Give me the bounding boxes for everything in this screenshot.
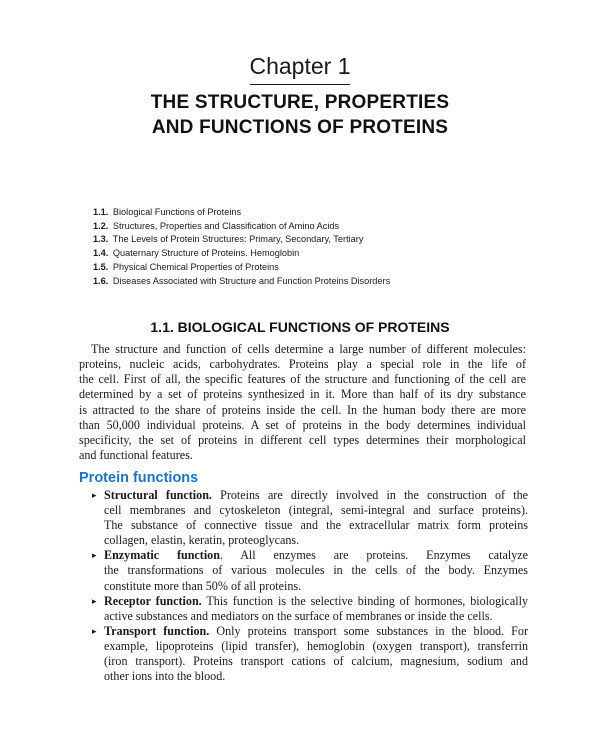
toc-text: Biological Functions of Proteins	[112, 207, 242, 217]
toc-item	[93, 206, 533, 220]
list-item-line	[104, 488, 528, 503]
list-item	[92, 548, 528, 593]
chapter-title-line-1: THE STRUCTURE, PROPERTIES	[150, 92, 450, 113]
section-heading: 1.1. BIOLOGICAL FUNCTIONS OF PROTEINS	[150, 319, 450, 335]
list-item-line	[104, 594, 528, 609]
list-item-line: other ions into the blood.	[104, 669, 226, 684]
protein-functions-heading: Protein functions	[79, 470, 199, 486]
toc-item	[93, 275, 533, 289]
triangle-bullet-icon: ▸	[92, 550, 97, 561]
toc-number: 1.6.	[93, 275, 109, 286]
paragraph-line: is attracted to the share of proteins inside the cell. In the human body there are more	[79, 402, 526, 417]
list-item-line: constitute more than 50% of all proteins.	[104, 578, 302, 593]
list-item	[92, 594, 528, 624]
list-item-line	[104, 548, 528, 563]
function-term: Receptor function.	[104, 593, 202, 608]
paragraph-line: The structure and function of cells determine a large number of different molecules:	[91, 342, 526, 356]
chapter-label: Chapter 1	[249, 53, 351, 79]
list-item-line: The substance of connective tissue and the extracellular matrix form proteins	[104, 518, 528, 533]
toc-text: Structures, Properties and Classification of Amino Acids	[112, 220, 340, 231]
toc-number: 1.5.	[93, 261, 109, 272]
triangle-bullet-icon: ▸	[92, 490, 97, 500]
toc-item	[93, 220, 533, 234]
triangle-bullet-icon: ▸	[92, 595, 97, 606]
paragraph-line: specificity, the set of proteins in different cell types determines their morphological	[79, 432, 526, 447]
protein-functions-list	[92, 488, 528, 684]
paragraph-line: determined by a set of proteins synthesized in it. More than half of its dry substance	[79, 387, 526, 402]
function-text: . All enzymes are proteins. Enzymes catalyze	[219, 548, 528, 563]
list-item-line	[104, 624, 528, 639]
chapter-title	[0, 90, 600, 140]
toc-item	[93, 261, 533, 275]
list-item-line: example, lipoproteins (lipid transfer), hemoglobin (oxygen transport), transferrin	[104, 638, 528, 653]
toc-item	[93, 233, 533, 247]
list-item-line: the transformations of various molecules in the cells of the body. Enzymes	[104, 563, 528, 578]
toc-number: 1.1.	[93, 207, 109, 217]
function-text: Proteins are directly involved in the construction of the	[211, 488, 528, 502]
function-term: Enzymatic function	[104, 548, 220, 563]
function-term: Structural function.	[104, 488, 212, 502]
paragraph-line: and functional features.	[79, 448, 193, 463]
function-text: Only proteins transport some substances in the blood. For	[209, 623, 528, 638]
chapter-title-line-2: AND FUNCTIONS OF PROTEINS	[151, 117, 449, 138]
toc-text: Diseases Associated with Structure and Function Proteins Disorders	[112, 275, 391, 286]
function-term: Transport function.	[104, 623, 210, 638]
toc-number: 1.4.	[93, 248, 109, 259]
toc-number: 1.2.	[93, 220, 109, 231]
list-item-line: collagen, elastin, keratin, proteoglycans.	[104, 533, 300, 548]
list-item-line: active substances and mediators on the surface of membranes or inside the cells.	[104, 608, 493, 623]
list-item	[92, 488, 528, 548]
paragraph-line: than 50,000 individual proteins. A set of proteins in the body determines individual	[79, 417, 526, 432]
list-item-line: cell membranes and cytoskeleton (integral, semi-integral and surface proteins).	[104, 503, 528, 518]
toc-number: 1.3.	[93, 234, 109, 245]
chapter-underline	[250, 84, 350, 85]
triangle-bullet-icon: ▸	[92, 625, 97, 636]
paragraph-line: proteins, nucleic acids, carbohydrates. Proteins play a special role in the life of	[79, 357, 526, 372]
list-item-line: (iron transport). Proteins transport cations of calcium, magnesium, sodium and	[104, 654, 528, 669]
paragraph-line: the cell. First of all, the specific features of the structure and functioning of the cell are	[79, 372, 526, 387]
list-item	[92, 624, 528, 684]
toc-item	[93, 247, 533, 261]
intro-paragraph	[79, 342, 526, 463]
table-of-contents	[93, 206, 533, 288]
toc-text: Quaternary Structure of Proteins. Hemoglobin	[112, 248, 300, 259]
function-text: This function is the selective binding of hormones, biologically	[201, 593, 528, 608]
toc-text: Physical Chemical Properties of Proteins	[112, 261, 279, 272]
toc-text: The Levels of Protein Structures: Primary, Secondary, Tertiary	[112, 234, 364, 245]
